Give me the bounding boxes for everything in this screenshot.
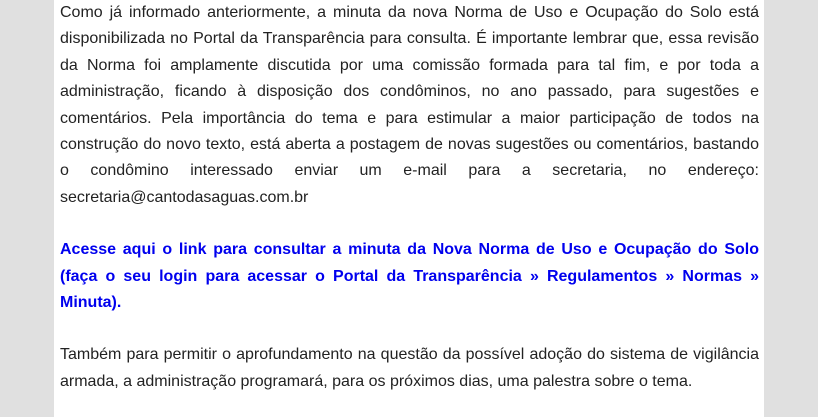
minuta-link[interactable]: Acesse aqui o link para consultar a minuta da Nova Norma de Uso e Ocupação do Solo (faça o seu login para acessar o Portal da Transparência » Regulamentos » Normas » Minuta).: [60, 241, 759, 312]
minuta-link-paragraph: [60, 237, 759, 316]
vigilancia-paragraph: Também para permitir o aprofundamento na questão da possível adoção do sistema de vigilância armada, a administração programará, para os próximos dias, uma palestra sobre o tema.: [60, 346, 759, 390]
intro-paragraph: Como já informado anteriormente, a minuta da nova Norma de Uso e Ocupação do Solo está disponibilizada no Portal da Transparência para consulta. É importante lembrar que, essa revisão da Norma foi amplamente discutida por uma comissão formada para tal fim, e por toda a administração, ficando à disposição dos condôminos, no ano passado, para sugestões e comentários. Pela importância do tema e para estimular a maior participação de todos na construção do novo texto, está aberta a postagem de novas sugestões ou comentários, bastando o condômino interessado enviar um e-mail para a secretaria, no endereço: secretaria@cantodasaguas.com.br: [60, 4, 759, 206]
article-page: [54, 0, 764, 417]
article-content: [60, 0, 759, 395]
